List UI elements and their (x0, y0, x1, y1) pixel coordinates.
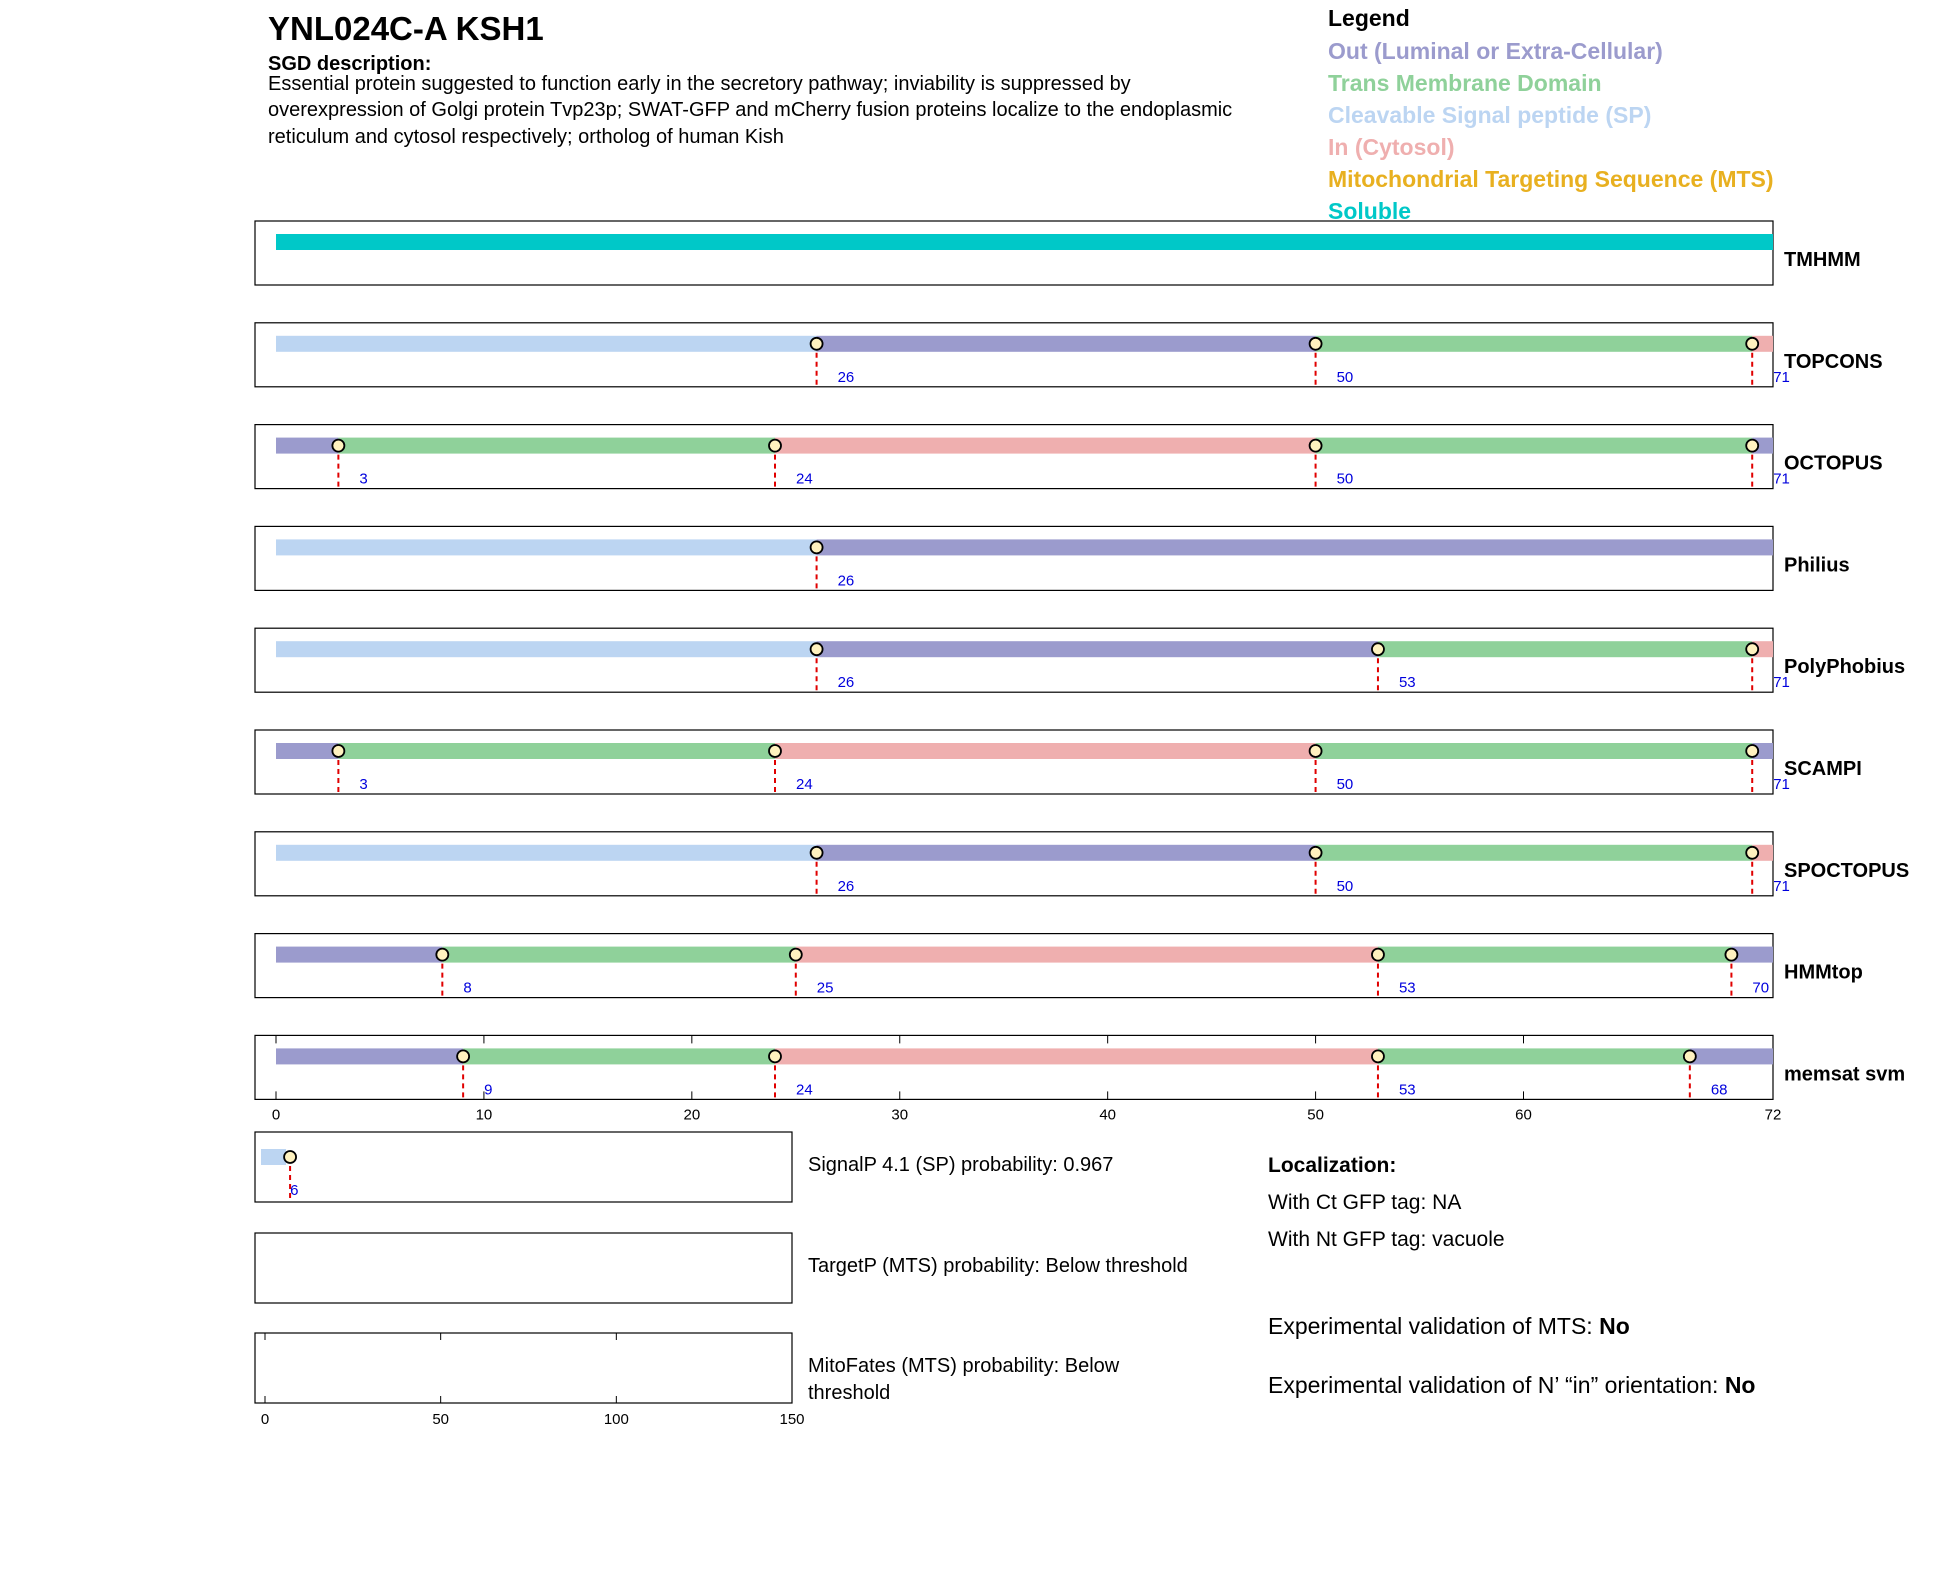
track-polyphobius (255, 628, 1905, 692)
experimental-orientation (1268, 1372, 1755, 1398)
experimental-mts-label: Experimental validation of MTS: (1268, 1313, 1600, 1339)
boundary-label: 50 (1336, 470, 1354, 488)
boundary-label: 68 (1710, 1081, 1728, 1099)
track-label: SCAMPI (1784, 758, 1862, 780)
boundary-marker (811, 541, 823, 553)
boundary-label: 70 (1752, 979, 1770, 997)
boundary-marker (1372, 1050, 1384, 1062)
boundary-label: 50 (1336, 877, 1354, 895)
track-frame (255, 526, 1773, 590)
track-tmhmm (255, 221, 1861, 285)
boundary-marker (769, 440, 781, 452)
track-frame (255, 934, 1773, 998)
panel-frame (255, 1233, 792, 1303)
segment-tm (1378, 641, 1752, 657)
segment-tm (1378, 947, 1731, 963)
track-hmmtop (255, 934, 1863, 998)
segment-in (796, 947, 1378, 963)
track-label: HMMtop (1784, 961, 1863, 984)
segment-out (276, 947, 442, 963)
segment-tm (338, 438, 775, 454)
segment-sp (276, 845, 817, 861)
boundary-label: 53 (1398, 674, 1416, 692)
track-label: TOPCONS (1784, 350, 1883, 373)
boundary-label: 8 (463, 979, 472, 997)
segment-out (817, 641, 1378, 657)
legend-entry-soluble: Soluble (1328, 198, 1412, 224)
boundary-label: 26 (837, 674, 855, 692)
boundary-label: 26 (837, 572, 855, 590)
panel-targetp (255, 1233, 1188, 1303)
track-frame (255, 221, 1773, 285)
boundary-marker (1746, 745, 1758, 757)
boundary-label: 26 (837, 877, 855, 895)
track-scampi (255, 730, 1862, 794)
boundary-marker (332, 745, 344, 757)
boundary-label: 71 (1773, 674, 1790, 692)
panel-label-line: MitoFates (MTS) probability: Below (808, 1355, 1120, 1377)
boundary-marker (332, 440, 344, 452)
segment-out (1690, 1048, 1773, 1064)
segment-out (276, 743, 338, 759)
legend-entry-mts: Mitochondrial Targeting Sequence (MTS) (1328, 166, 1774, 192)
x-tick-label: 0 (271, 1106, 281, 1124)
boundary-marker (811, 847, 823, 859)
legend-entry-tm: Trans Membrane Domain (1328, 70, 1602, 96)
segment-tm (1316, 438, 1753, 454)
panel-frame (255, 1132, 792, 1202)
boundary-marker (436, 949, 448, 961)
boundary-label: 53 (1398, 979, 1416, 997)
track-frame (255, 1035, 1773, 1099)
legend-title: Legend (1328, 5, 1410, 31)
boundary-marker (790, 949, 802, 961)
track-frame (255, 628, 1773, 692)
panel-label-line: threshold (808, 1382, 891, 1404)
segment-out (817, 336, 1316, 352)
x-tick-label: 72 (1764, 1106, 1782, 1124)
sgd-label: SGD description: (268, 53, 432, 75)
panel-signalp (255, 1132, 1113, 1202)
x-tick-label: 50 (1307, 1106, 1324, 1124)
boundary-label: 71 (1773, 368, 1790, 386)
boundary-marker (1310, 847, 1322, 859)
boundary-label: 25 (816, 979, 834, 997)
boundary-marker (1372, 949, 1384, 961)
track-frame (255, 730, 1773, 794)
x-tick-label: 150 (779, 1411, 805, 1428)
boundary-label: 50 (1336, 368, 1354, 386)
boundary-marker (769, 745, 781, 757)
panel-label: SignalP 4.1 (SP) probability: 0.967 (808, 1154, 1114, 1176)
track-label: OCTOPUS (1784, 452, 1883, 475)
segment-out (817, 539, 1773, 555)
boundary-marker (1746, 643, 1758, 655)
boundary-marker (1310, 745, 1322, 757)
segment-sp (261, 1149, 286, 1165)
boundary-marker (457, 1050, 469, 1062)
track-spoctopus (255, 832, 1909, 896)
x-tick-label: 40 (1099, 1106, 1117, 1124)
boundary-label: 24 (796, 1081, 813, 1099)
x-tick-label: 50 (432, 1411, 450, 1428)
segment-in (775, 1048, 1378, 1064)
boundary-marker (1746, 440, 1758, 452)
x-tick-label: 30 (891, 1106, 909, 1124)
boundary-marker (1310, 338, 1322, 350)
segment-out (276, 438, 338, 454)
localization-nt: With Nt GFP tag: vacuole (1268, 1228, 1505, 1251)
boundary-label: 9 (484, 1081, 493, 1099)
boundary-label: 26 (837, 368, 855, 386)
track-octopus (255, 425, 1883, 489)
track-topcons (255, 323, 1883, 387)
sgd-line-1: Essential protein suggested to function early in the secretory pathway; inviability is suppressed by (268, 73, 1131, 95)
track-memsat-svm (255, 1035, 1905, 1099)
panel-mitofates (255, 1333, 1120, 1428)
boundary-marker (1684, 1050, 1696, 1062)
segment-soluble (276, 234, 1773, 250)
segment-sp (276, 641, 817, 657)
boundary-marker (1372, 643, 1384, 655)
probability-panels (255, 1132, 1188, 1428)
segment-tm (1378, 1048, 1690, 1064)
boundary-marker (769, 1050, 781, 1062)
segment-sp (276, 539, 817, 555)
experimental-orientation-label: Experimental validation of N’ “in” orientation: (1268, 1372, 1725, 1398)
localization-ct: With Ct GFP tag: NA (1268, 1191, 1462, 1214)
segment-tm (338, 743, 775, 759)
boundary-marker (1746, 338, 1758, 350)
boundary-label: 53 (1398, 1081, 1416, 1099)
panel-frame (255, 1333, 792, 1403)
track-label: memsat svm (1784, 1063, 1906, 1086)
boundary-label: 24 (796, 470, 813, 488)
boundary-marker (811, 643, 823, 655)
prediction-tracks (255, 221, 1909, 1123)
legend-entry-sp: Cleavable Signal peptide (SP) (1328, 102, 1652, 128)
segment-sp (276, 336, 817, 352)
boundary-marker (1725, 949, 1737, 961)
sgd-line-2: overexpression of Golgi protein Tvp23p; SWAT-GFP and mCherry fusion proteins localize to the endoplasmic (268, 99, 1233, 121)
boundary-marker (811, 338, 823, 350)
track-label: PolyPhobius (1784, 656, 1906, 679)
x-tick-label: 10 (475, 1106, 493, 1124)
segment-out (276, 1048, 463, 1064)
boundary-label: 3 (359, 470, 368, 488)
experimental-mts-value: No (1599, 1313, 1630, 1339)
boundary-marker (284, 1151, 296, 1163)
track-label: SPOCTOPUS (1784, 859, 1910, 882)
boundary-label: 71 (1773, 877, 1790, 895)
track-label: Philius (1784, 554, 1850, 577)
boundary-label: 50 (1336, 776, 1354, 793)
x-tick-label: 0 (260, 1411, 270, 1428)
track-frame (255, 832, 1773, 896)
legend (1328, 38, 1774, 224)
segment-tm (1316, 743, 1753, 759)
boundary-label: 24 (796, 776, 813, 793)
experimental-mts (1268, 1313, 1630, 1339)
legend-entry-in: In (Cytosol) (1328, 134, 1455, 160)
track-label: TMHMM (1784, 249, 1861, 271)
localization-title: Localization: (1268, 1154, 1397, 1177)
experimental-orientation-value: No (1724, 1372, 1756, 1398)
sgd-line-3: reticulum and cytosol respectively; ortholog of human Kish (268, 126, 784, 148)
boundary-label: 71 (1773, 470, 1790, 488)
x-tick-label: 60 (1515, 1106, 1532, 1124)
segment-in (775, 743, 1316, 759)
panel-label: TargetP (MTS) probability: Below threshold (808, 1255, 1188, 1277)
boundary-label: 6 (290, 1182, 299, 1199)
track-frame (255, 425, 1773, 489)
page-title: YNL024C-A KSH1 (268, 10, 544, 47)
boundary-marker (1310, 440, 1322, 452)
segment-in (775, 438, 1316, 454)
x-tick-label: 100 (603, 1411, 629, 1428)
segment-tm (1316, 845, 1753, 861)
track-frame (255, 323, 1773, 387)
boundary-label: 3 (359, 776, 368, 793)
segment-tm (442, 947, 795, 963)
boundary-label: 71 (1773, 776, 1790, 793)
x-tick-label: 20 (683, 1106, 701, 1124)
segment-out (817, 845, 1316, 861)
segment-tm (1316, 336, 1753, 352)
legend-entry-out: Out (Luminal or Extra-Cellular) (1328, 38, 1663, 64)
boundary-marker (1746, 847, 1758, 859)
segment-tm (463, 1048, 775, 1064)
track-philius (255, 526, 1850, 590)
